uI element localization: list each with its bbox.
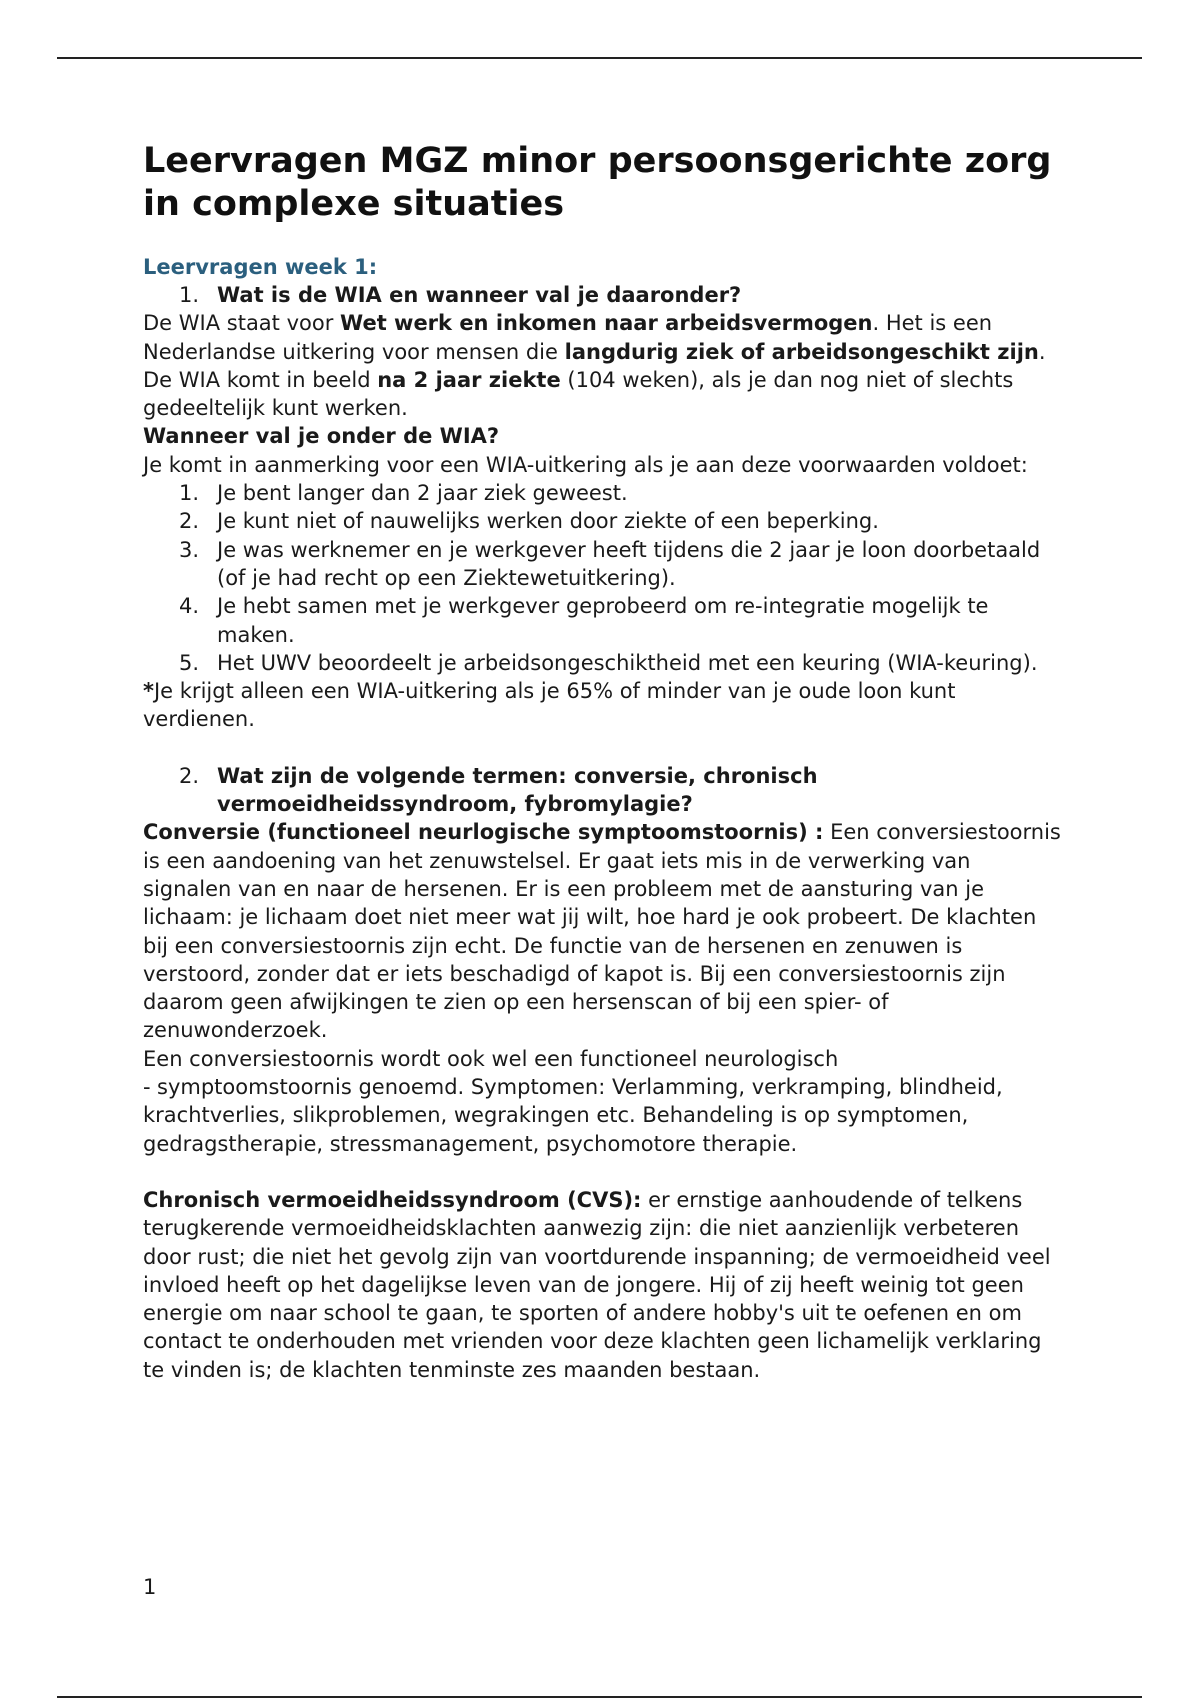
wia-definition: De WIA staat voor Wet werk en inkomen naar arbeidsvermogen. Het is een Nederlandse uitkering voor mensen die langdurig ziek of arbeidsongeschikt zijn. De WIA komt in beeld na 2 jaar ziekte (104 weken), als je dan nog niet of slechts gedeeltelijk kunt werken. [143,311,1046,421]
document-page [143,140,1063,1384]
condition-item: 1. Je bent langer dan 2 jaar ziek geweest. [179,481,628,506]
wia-intro: Je komt in aanmerking voor een WIA-uitkering als je aan deze voorwaarden voldoet: [143,452,1028,477]
conversie-paragraph-2: Een conversiestoornis wordt ook wel een functioneel neurologisch - symptoomstoornis genoemd. Symptomen: Verlamming, verkramping, blindheid, krachtverlies, slikproblemen, wegrakingen etc. Behandeling is op symptomen, gedragstherapie, stressmanagement, psychomotore therapie. [143,1046,1003,1156]
condition-item: 3. Je was werknemer en je werkgever heeft tijdens die 2 jaar je loon doorbetaald (of je had recht op een Ziektewetuitkering). [179,537,1041,590]
week-heading: Leervragen week 1: [143,255,378,279]
question-2-list [143,762,1063,819]
footer-rule [57,1696,1142,1698]
header-rule [57,57,1142,59]
document-title: Leervragen MGZ minor persoonsgerichte zorg in complexe situaties [143,141,1052,224]
question-2-number: 2. [179,763,200,788]
wia-conditions-list [143,479,1063,677]
question-2 [143,762,1063,819]
cvs-paragraph: Chronisch vermoeidheidssyndroom (CVS): er ernstige aanhoudende of telkens terugkerende vermoeidheidsklachten aanwezig zijn: die niet aanzienlijk verbeteren door rust; die niet het gevolg zijn van voortdurende inspanning; de vermoeidheid veel invloed heeft op het dagelijkse leven van de jongere. Hij of zij heeft weinig tot geen energie om naar school te gaan, te sporten of andere hobby's uit te oefenen en om contact te onderhouden met vrienden voor deze klachten geen lichamelijk verklaring te vinden is; de klachten tenminste zes maanden bestaan. [143,1187,1051,1382]
wia-subheading: Wanneer val je onder de WIA? [143,424,500,449]
page-number: 1 [143,1575,157,1599]
wia-note: *Je krijgt alleen een WIA-uitkering als je 65% of minder van je oude loon kunt verdienen. [143,679,956,732]
condition-item: 5. Het UWV beoordeelt je arbeidsongeschiktheid met een keuring (WIA-keuring). [179,650,1038,675]
spacer [143,734,1063,762]
condition-item: 2. Je kunt niet of nauwelijks werken door ziekte of een beperking. [179,509,879,534]
spacer [143,1158,1063,1186]
question-1-list [143,281,1063,309]
condition-item: 4. Je hebt samen met je werkgever geprobeerd om re-integratie mogelijk te maken. [179,594,989,647]
conversie-paragraph: Conversie (functioneel neurlogische symptoomstoornis) : Een conversiestoornis is een aandoening van het zenuwstelsel. Er gaat iets mis in de verwerking van signalen van en naar de hersenen. Er is een probleem met de aansturing van je lichaam: je lichaam doet niet meer wat jij wilt, hoe hard je ook probeert. De klachten bij een conversiestoornis zijn echt. De functie van de hersenen en zenuwen is verstoord, zonder dat er iets beschadigd of kapot is. Bij een conversiestoornis zijn daarom geen afwijkingen te zien op een hersenscan of bij een spier- of zenuwonderzoek. [143,820,1061,1043]
question-1 [143,281,1063,309]
question-1-number: 1. [179,283,200,307]
question-2-text: Wat zijn de volgende termen: conversie, chronisch vermoeidheidssyndroom, fybromylagie? [217,763,818,817]
question-1-text: Wat is de WIA en wanneer val je daaronder? [217,283,742,307]
